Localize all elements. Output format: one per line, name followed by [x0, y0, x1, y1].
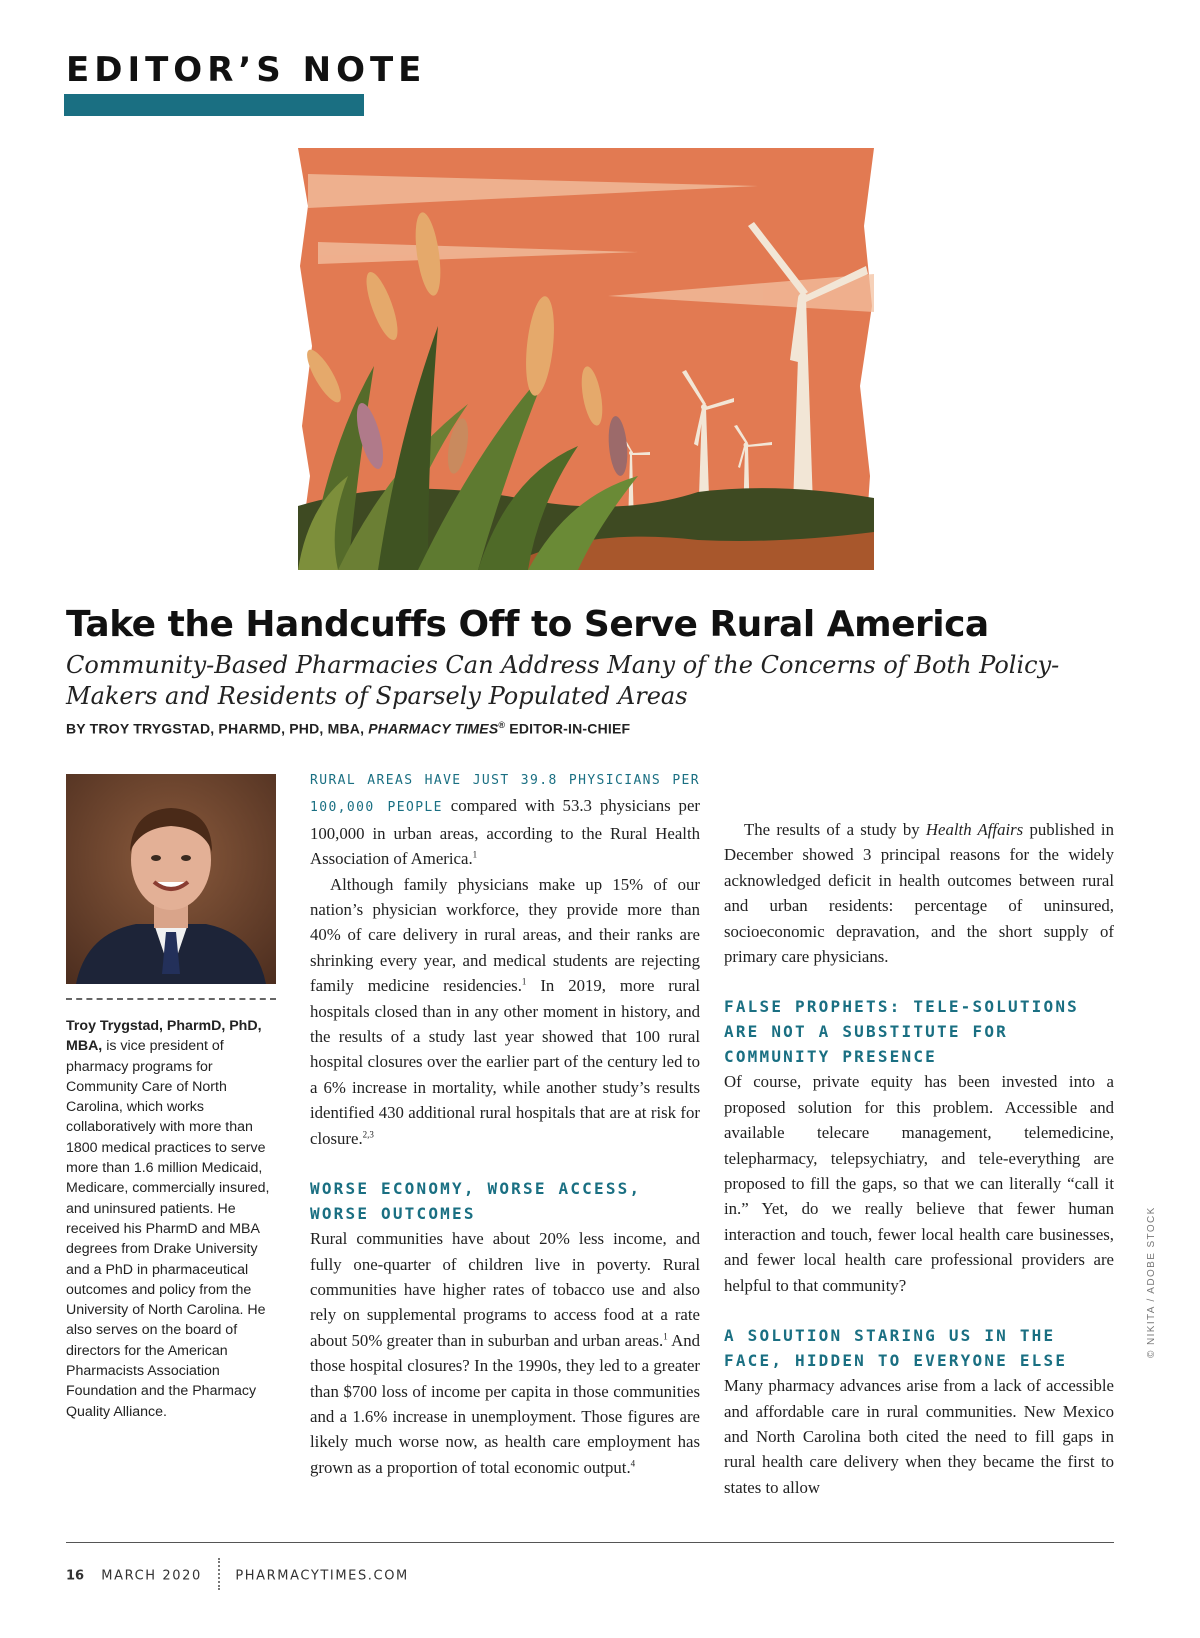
subheading-tele-solutions: FALSE PROPHETS: TELE-SOLUTIONS ARE NOT A SUBSTITUTE FOR COMMUNITY PRESENCE	[724, 997, 1079, 1067]
article-column-2	[724, 817, 1114, 1500]
footer-separator	[218, 1558, 220, 1590]
section-accent-bar	[64, 94, 364, 116]
byline: BY TROY TRYGSTAD, PHARMD, PHD, MBA, PHARMACY TIMES® EDITOR-IN-CHIEF	[66, 720, 631, 737]
hero-illustration	[278, 146, 894, 570]
paragraph: Of course, private equity has been invested into a proposed solution for this problem. Accessible and available telecare management, telemedicine, telepharmacy, telepsychiatry, and tele-everything are proposed to fill the gaps, so that we can literally “call it in.” Yet, do we really believe that fewer human interaction and touch, fewer local health care businesses, and fewer local health care professional providers are helpful to that community?	[724, 1072, 1114, 1295]
paragraph: Many pharmacy advances arise from a lack of accessible and affordable care in rural communities. New Mexico and North Carolina both cited the need to fill gaps in rural health care delivery when they became the first to states to allow	[724, 1376, 1114, 1497]
section-label: EDITOR’S NOTE	[66, 50, 427, 90]
article-title: Take the Handcuffs Off to Serve Rural America	[66, 604, 989, 645]
paragraph: Rural communities have about 20% less income, and fully one-quarter of children live in poverty. Rural communities have higher rates of tobacco use and also rely on supplemental programs to access food at a rate about 50% greater than in suburban and urban areas.$^1$ And those hospital closures? In the 1990s, they led to a greater than $700 loss of income per capita in those communities and a 1.6% increase in unemployment. Those figures are likely much worse now, as health care employment has grown as a proportion of total economic output.$^4$	[310, 1229, 700, 1477]
article-column-1	[310, 766, 700, 1480]
image-credit: © NIKITA / ADOBE STOCK	[1146, 1206, 1157, 1358]
page-footer	[66, 1560, 409, 1592]
page-number: 16	[66, 1568, 85, 1584]
website: PHARMACYTIMES.COM	[235, 1568, 409, 1584]
author-bio: Troy Trygstad, PharmD, PhD, MBA, is vice president of pharmacy programs for Community Care of North Carolina, which works collaboratively with more than 1800 medical practices to serve more than 1.6 million Medicaid, Medicare, commercially insured, and uninsured patients. He received his PharmD and MBA degrees from Drake University and a PhD in pharmaceutical outcomes and policy from the University of North Carolina. He also serves on the board of directors for the American Pharmacists Association Foundation and the Pharmacy Quality Alliance.	[66, 1018, 270, 1420]
issue-date: MARCH 2020	[101, 1568, 202, 1584]
paragraph: Although family physicians make up 15% of our nation’s physician workforce, they provide more than 40% of care delivery in rural areas, and their ranks are shrinking every year, and medical students are rejecting family medicine residencies.$^1$ In 2019, more rural hospitals closed than in any other moment in history, and the results of a study last year showed that 100 rural hospital closures over the earlier part of the century led to a 6% increase in mortality, while another study’s results identified 430 additional rural hospitals that are at risk for closure.$^{2,3}$	[310, 874, 700, 1148]
subheading-economy: WORSE ECONOMY, WORSE ACCESS, WORSE OUTCOMES	[310, 1179, 642, 1224]
author-photo	[66, 774, 276, 984]
subheading-solution: A SOLUTION STARING US IN THE FACE, HIDDEN TO EVERYONE ELSE	[724, 1326, 1068, 1371]
footer-rule	[66, 1542, 1114, 1543]
bio-divider	[66, 998, 276, 1000]
article-subtitle: Community-Based Pharmacies Can Address Many of the Concerns of Both Policy-Makers and Residents of Sparsely Populated Areas	[66, 651, 1060, 710]
paragraph: The results of a study by Health Affairs published in December showed 3 principal reasons for the widely acknowledged deficit in health outcomes between rural and urban residents: percentage of uninsured, socioeconomic depravation, and the short supply of primary care physicians.	[724, 820, 1114, 967]
paragraph: RURAL AREAS HAVE JUST 39.8 PHYSICIANS PER 100,000 PEOPLE compared with 53.3 physicians per 100,000 in urban areas, according to the Rural Health Association of America.$^1$	[310, 773, 700, 869]
